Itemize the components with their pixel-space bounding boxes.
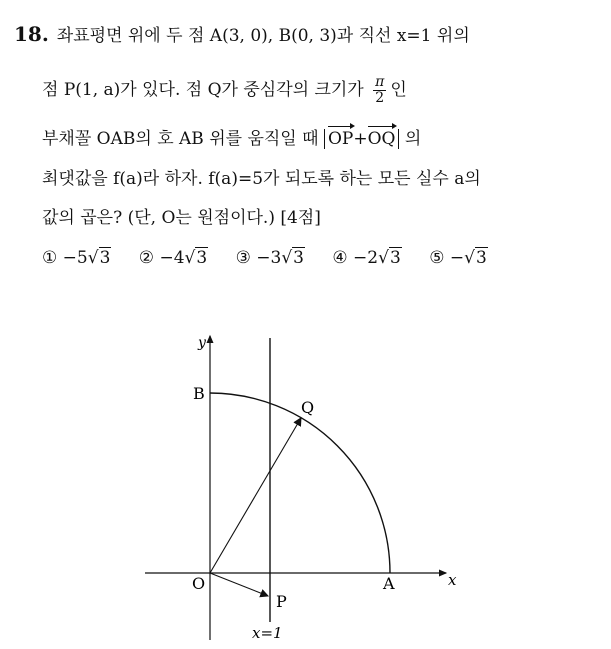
choice-coef: − (449, 248, 465, 268)
choice-mark: ③ (235, 248, 251, 268)
problem-line3-pre: 부채꼴 OAB의 호 AB 위를 움직일 때 (42, 129, 319, 149)
label-o: O (192, 574, 206, 593)
radicand: 3 (475, 248, 487, 268)
choice-mark: ① (42, 248, 58, 268)
choice-mark: ② (138, 248, 155, 268)
sqrt-symbol: √3 (87, 248, 111, 268)
label-p: P (276, 592, 287, 611)
label-a: A (383, 574, 395, 593)
choice-coef: −2 (353, 248, 379, 268)
problem-line2-pre: 점 P(1, a)가 있다. 점 Q가 중심각의 크기가 (42, 80, 364, 100)
fraction-denominator: 2 (375, 90, 385, 106)
radicand: 3 (99, 248, 111, 268)
sqrt-symbol: √3 (184, 248, 208, 268)
plus-sign: + (353, 129, 368, 149)
choice-mark: ④ (332, 248, 348, 268)
problem-number: 18. (14, 22, 49, 46)
vector-oq: OQ (367, 129, 396, 149)
problem-line3-post: 의 (404, 129, 422, 149)
problem-line-4: 최댓값을 f(a)라 하자. f(a)=5가 되도록 하는 모든 실수 a의 (42, 169, 481, 189)
sqrt-symbol: √3 (281, 248, 304, 268)
sqrt-symbol: √3 (464, 248, 487, 268)
choice-coef: −4 (159, 248, 185, 268)
label-q: Q (301, 398, 315, 417)
problem-line2-post: 인 (390, 80, 407, 100)
fraction-numerator: π (375, 74, 385, 90)
label-b: B (193, 384, 205, 403)
vector-op-arrow (210, 573, 268, 596)
problem-line1-text: 좌표평면 위에 두 점 A(3, 0), B(0, 3)과 직선 x=1 위의 (56, 26, 470, 46)
sqrt-symbol: √3 (378, 248, 401, 268)
problem-line-5: 값의 곱은? (단, O는 원점이다.) [4점] (42, 208, 321, 228)
label-line-x-equals-1: x=1 (252, 624, 283, 642)
radicand: 3 (196, 248, 208, 268)
vector-oq-arrow (210, 418, 301, 573)
label-y: y (198, 335, 206, 351)
radicand: 3 (389, 248, 401, 268)
choice-mark: ⑤ (429, 248, 445, 268)
choice-coef: −5 (62, 248, 88, 268)
label-x: x (448, 571, 457, 589)
radicand: 3 (293, 248, 304, 268)
vector-op: OP (327, 129, 354, 149)
choice-coef: −3 (256, 248, 282, 268)
